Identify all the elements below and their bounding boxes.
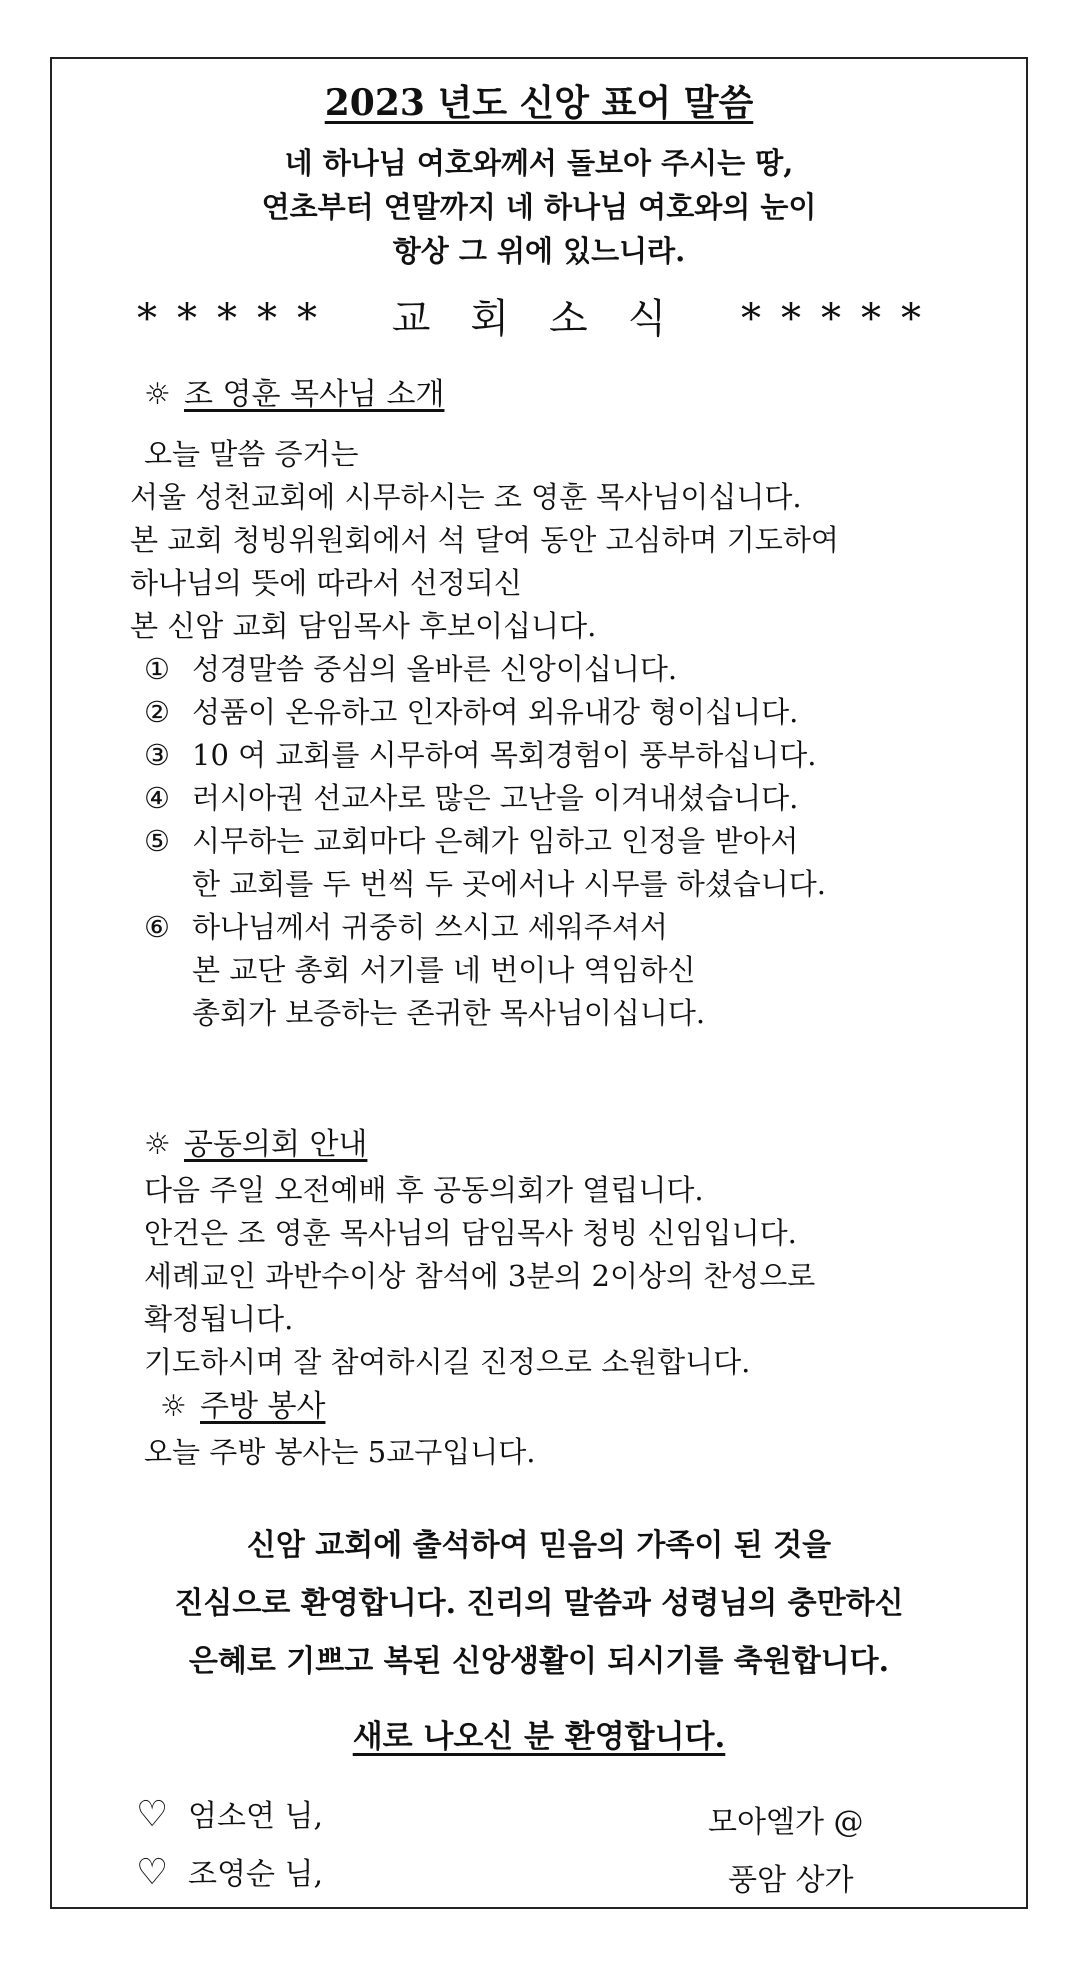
kitchen-line: 오늘 주방 봉사는 5교구입니다. xyxy=(144,1435,536,1469)
section-title-meeting: ☼ 공동의회 안내 xyxy=(144,1127,368,1162)
section-title-kitchen: ☼ 주방 봉사 xyxy=(160,1389,326,1424)
page-title: 2023 년도 신앙 표어 말씀 xyxy=(324,82,754,124)
welcome-message xyxy=(52,1517,1026,1691)
stars-right: ***** xyxy=(741,296,941,342)
heart-icon: ♡ xyxy=(136,1852,169,1893)
intro-line: 본 신암 교회 담임목사 후보이십니다. xyxy=(130,609,597,643)
motto-verse xyxy=(52,141,1026,273)
newcomer-name: ♡ 엄소연 님, xyxy=(136,1794,323,1835)
verse-line: 항상 그 위에 있느니라. xyxy=(392,234,686,268)
welcome-line: 진심으로 환영합니다. 진리의 말씀과 성령님의 충만하신 xyxy=(174,1586,904,1621)
welcome-line: 은혜로 기쁘고 복된 신앙생활이 되시기를 축원합니다. xyxy=(188,1644,890,1679)
meeting-line: 안건은 조 영훈 목사님의 담임목사 청빙 신임입니다. xyxy=(144,1216,797,1250)
newcomers-title: 새로 나오신 분 환영합니다. xyxy=(352,1719,726,1755)
intro-line: 오늘 말씀 증거는 xyxy=(144,437,359,471)
verse-line: 네 하나님 여호와께서 돌보아 주시는 땅, xyxy=(284,146,794,180)
news-heading-text: 교회소식 xyxy=(391,296,707,342)
church-news-heading xyxy=(52,287,1026,344)
list-item: ② 성품이 온유하고 인자하여 외유내강 형이십니다. xyxy=(144,695,799,729)
intro-line: 서울 성천교회에 시무하시는 조 영훈 목사님이십니다. xyxy=(130,480,802,514)
pastor-intro xyxy=(130,433,839,648)
section-title-pastor: ☼ 조 영훈 목사님 소개 xyxy=(144,377,445,412)
meeting-text xyxy=(144,1169,815,1384)
newcomer-name: ♡ 조영순 님, xyxy=(136,1852,323,1893)
newcomer-place: 모아엘가 @ xyxy=(708,1805,864,1840)
list-item: ⑤ 시무하는 교회마다 은혜가 임하고 인정을 받아서 한 교회를 두 번씩 두 곳에서나 시무를 하셨습니다. xyxy=(144,824,827,901)
list-item: ① 성경말씀 중심의 올바른 신앙이십니다. xyxy=(144,652,678,686)
kitchen-text xyxy=(144,1431,536,1474)
sun-icon: ☼ xyxy=(160,1389,187,1424)
heart-icon: ♡ xyxy=(136,1794,169,1835)
meeting-line: 확정됩니다. xyxy=(144,1302,294,1336)
verse-line: 연초부터 연말까지 네 하나님 여호와의 눈이 xyxy=(261,190,817,224)
meeting-line: 세례교인 과반수이상 참석에 3분의 2이상의 찬성으로 xyxy=(144,1259,816,1293)
list-item: ⑥ 하나님께서 귀중히 쓰시고 세워주셔서 본 교단 총회 서기를 네 번이나 역임하신 총회가 보증하는 존귀한 목사님이십니다. xyxy=(144,910,706,1030)
list-item: ③ 10 여 교회를 시무하여 목회경험이 풍부하십니다. xyxy=(144,738,817,772)
sun-icon: ☼ xyxy=(144,1127,171,1162)
stars-left: ***** xyxy=(137,296,337,342)
list-item: ④ 러시아권 선교사로 많은 고난을 이겨내셨습니다. xyxy=(144,781,799,815)
sun-icon: ☼ xyxy=(144,377,171,412)
intro-line: 본 교회 청빙위원회에서 석 달여 동안 고심하며 기도하여 xyxy=(130,523,839,557)
bulletin-page xyxy=(50,57,1028,1909)
meeting-line: 기도하시며 잘 참여하시길 진정으로 소원합니다. xyxy=(144,1345,751,1379)
meeting-line: 다음 주일 오전예배 후 공동의회가 열립니다. xyxy=(144,1173,704,1207)
intro-line: 하나님의 뜻에 따라서 선정되신 xyxy=(130,566,522,600)
newcomer-place: 풍암 상가 xyxy=(728,1863,854,1898)
welcome-line: 신암 교회에 출석하여 믿음의 가족이 된 것을 xyxy=(246,1528,832,1563)
